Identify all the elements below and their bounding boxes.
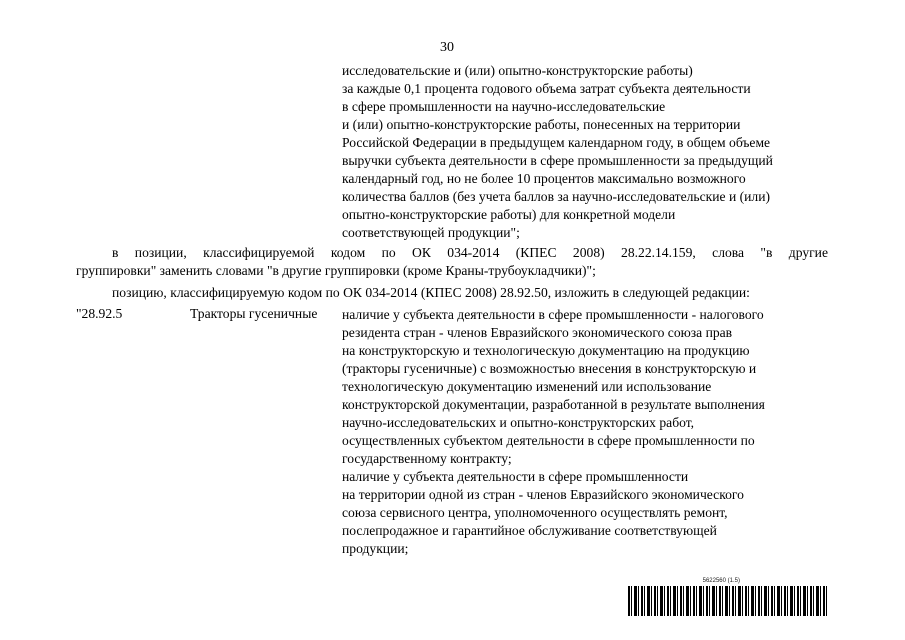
text-line: наличие у субъекта деятельности в сфере промышленности - налогового [342, 307, 764, 322]
text-line: научно-исследовательских и опытно-конструкторских работ, [342, 415, 695, 430]
text-line: союза сервисного центра, уполномоченного осуществлять ремонт, [342, 505, 728, 520]
text-line: календарный год, но не более 10 процентов максимально возможного [342, 171, 746, 186]
text-line: Российской Федерации в предыдущем календарном году, в общем объеме [342, 135, 771, 150]
document-barcode [628, 578, 828, 616]
text-line: на территории одной из стран - членов Евразийского экономического [342, 487, 744, 502]
text-line: соответствующей продукции"; [342, 225, 520, 240]
text-line: в сфере промышленности на научно-исследовательские [342, 99, 666, 114]
barcode-icon [628, 586, 828, 616]
paragraph-line: позицию, классифицируемую кодом по ОК 034-2014 (КПЕС 2008) 28.92.50, изложить в следующей редакции: [112, 285, 750, 300]
text-line: наличие у субъекта деятельности в сфере промышленности [342, 469, 689, 484]
text-line: послепродажное и гарантийное обслуживание соответствующей [342, 523, 717, 538]
text-line: и (или) опытно-конструкторские работы, понесенных на территории [342, 117, 741, 132]
text-line: опытно-конструкторские работы) для конкретной модели [342, 207, 676, 222]
text-line: за каждые 0,1 процента годового объема затрат субъекта деятельности [342, 81, 751, 96]
text-line: осуществленных субъектом деятельности в сфере промышленности по [342, 433, 755, 448]
paragraph-line: в позиции, классифицируемой кодом по ОК 034-2014 (КПЕС 2008) 28.22.14.159, слова "в другие [112, 245, 828, 260]
text-line: технологическую документацию изменений или использование [342, 379, 712, 394]
text-line: (тракторы гусеничные) с возможностью внесения в конструкторскую и [342, 361, 757, 376]
product-name: Тракторы гусеничные [190, 306, 318, 321]
text-line: государственному контракту; [342, 451, 512, 466]
amendment-paragraph-2 [112, 284, 750, 302]
text-line: исследовательские и (или) опытно-конструкторские работы) [342, 63, 693, 78]
classification-code: "28.92.5 [76, 306, 123, 321]
text-line: на конструкторскую и технологическую документацию на продукцию [342, 343, 750, 358]
criteria-text-continued [342, 62, 773, 242]
product-criteria [342, 306, 765, 558]
text-line: выручки субъекта деятельности в сфере промышленности за предыдущий [342, 153, 773, 168]
amendment-paragraph-1 [76, 244, 828, 280]
text-line: резидента стран - членов Евразийского экономического союза прав [342, 325, 733, 340]
barcode-number: 5622560 (1.5) [702, 578, 740, 584]
paragraph-line: группировки" заменить словами "в другие группировки (кроме Краны-трубоукладчики)"; [76, 263, 596, 278]
text-line: продукции; [342, 541, 409, 556]
text-line: количества баллов (без учета баллов за научно-исследовательские и (или) [342, 189, 771, 204]
text-line: конструкторской документации, разработанной в результате выполнения [342, 397, 765, 412]
page-number: 30 [440, 40, 454, 55]
